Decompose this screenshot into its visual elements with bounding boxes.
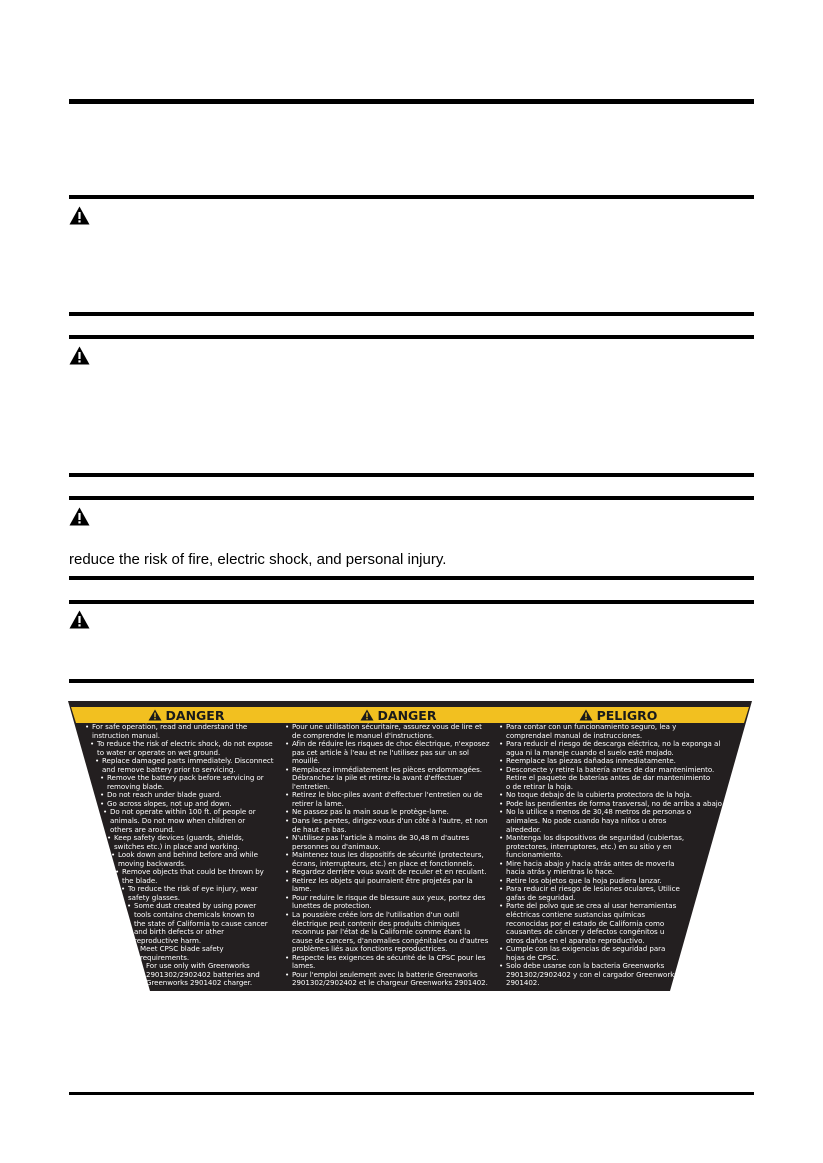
section-rule xyxy=(69,473,754,477)
footer-rule xyxy=(69,1092,754,1095)
label-bullet-item: • No la utilice a menos de 30,48 metros de personas o animales. No pode cuando haya niños u otros alrededor. xyxy=(498,808,728,834)
label-bullet-item: • Do not reach under blade guard. xyxy=(99,791,289,800)
label-bullet-item: • To reduce the risk of electric shock, do not expose to water or operate on wet ground. xyxy=(89,740,289,757)
label-bullet-item: • Go across slopes, not up and down. xyxy=(99,800,289,809)
label-bullet-item: • For use only with Greenworks 2901302/2902402 batteries and Greenworks 2901402 charger. xyxy=(138,962,289,988)
peligro-header-spanish xyxy=(498,707,738,723)
danger-header-french xyxy=(298,707,498,723)
label-bullet-item: • Retirez les objets qui pourraient être projetés par la lame. xyxy=(284,877,494,894)
section-rule xyxy=(69,496,754,500)
warning-triangle-icon xyxy=(69,206,90,225)
section-rule xyxy=(69,679,754,683)
label-bullet-item: • Cumple con las exigencias de seguridad para hojas de CPSC. xyxy=(498,945,728,962)
label-column-spanish xyxy=(498,723,728,988)
label-bullet-item: • Replace damaged parts immediately. Disconnect and remove battery prior to servicing. xyxy=(94,757,289,774)
danger-heading: DANGER xyxy=(165,707,225,723)
shock-warning-text: reduce the risk of fire, electric shock, and personal injury. xyxy=(69,551,447,568)
label-bullet-item: • Afin de réduire les risques de choc électrique, n'exposez pas cet article à l'eau et ne l'utilisez pas sur un sol mouillé. xyxy=(284,740,494,766)
section-rule xyxy=(69,195,754,199)
label-bullet-item: • Look down and behind before and while moving backwards. xyxy=(110,851,289,868)
section-rule-top xyxy=(69,99,754,104)
section-rule xyxy=(69,576,754,580)
danger-header-english xyxy=(76,707,296,723)
label-bullet-item: • Keep safety devices (guards, shields, switches etc.) in place and working. xyxy=(106,834,289,851)
danger-heading: DANGER xyxy=(377,707,437,723)
label-bullet-item: • N'utilisez pas l'article à moins de 30,48 m d'autres personnes ou d'animaux. xyxy=(284,834,494,851)
section-rule xyxy=(69,312,754,316)
warning-triangle-icon xyxy=(579,709,593,721)
section-rule xyxy=(69,335,754,339)
label-bullet-item: • Pode las pendientes de forma trasversal, no de arriba a abajo. xyxy=(498,800,728,809)
label-bullet-item: • Desconecte y retire la batería antes de dar mantenimiento. Retire el paquete de baterías antes de dar mantenimiento o de retirar la hoja. xyxy=(498,766,728,792)
label-bullet-item: • To reduce the risk of eye injury, wear safety glasses. xyxy=(120,885,289,902)
label-bullet-item: • Para reducir el riesgo de lesiones oculares, Utilice gafas de seguridad. xyxy=(498,885,728,902)
label-bullet-item: • Regardez derrière vous avant de reculer et en reculant. xyxy=(284,868,494,877)
label-column-french xyxy=(284,723,494,988)
peligro-heading: PELIGRO xyxy=(596,707,658,723)
label-bullet-item: • Maintenez tous les dispositifs de sécurité (protecteurs, écrans, interrupteurs, etc.) en place et fonctionnels. xyxy=(284,851,494,868)
label-bullet-item: • Some dust created by using power tools contains chemicals known to the state of California to cause cancer and birth defects or other reproductive harm. xyxy=(126,902,289,945)
label-bullet-item: • No toque debajo de la cubierta protectora de la hoja. xyxy=(498,791,728,800)
warning-triangle-icon xyxy=(148,709,162,721)
warning-triangle-icon xyxy=(360,709,374,721)
label-bullet-item: • Ne passez pas la main sous le protège-lame. xyxy=(284,808,494,817)
label-bullet-item: • Reemplace las piezas dañadas inmediatamente. xyxy=(498,757,728,766)
label-bullet-item: • Para reducir el riesgo de descarga eléctrica, no la exponga al agua ni la maneje cuando el suelo esté mojado. xyxy=(498,740,728,757)
label-bullet-item: • Mire hacia abajo y hacia atrás antes de moverla hacia atrás y mientras lo hace. xyxy=(498,860,728,877)
label-bullet-item: • Retirez le bloc-piles avant d'effectuer l'entretien ou de retirer la lame. xyxy=(284,791,494,808)
label-bullet-item: • Respecte les exigences de sécurité de la CPSC pour les lames. xyxy=(284,954,494,971)
label-bullet-item: • Pour une utilisation sécuritaire, assurez vous de lire et de comprendre le manuel d'instructions. xyxy=(284,723,494,740)
label-bullet-item: • La poussière créée lors de l'utilisation d'un outil électrique peut contenir des produits chimiques reconnus par l'état de la Californie comme étant la cause de cancers, d'anomalies congénitales ou d'autres problèmes liés aux fonctions reproductrices. xyxy=(284,911,494,954)
warning-triangle-icon xyxy=(69,507,90,526)
warning-triangle-icon xyxy=(69,610,90,629)
label-bullet-item: • Remove objects that could be thrown by the blade. xyxy=(114,868,289,885)
label-bullet-item: • Meet CPSC blade safety requirements. xyxy=(132,945,289,962)
label-bullet-item: • Remove the battery pack before servicing or removing blade. xyxy=(99,774,289,791)
label-bullet-item: • For safe operation, read and understand the instruction manual. xyxy=(84,723,289,740)
label-bullet-item: • Mantenga los dispositivos de seguridad (cubiertas, protectores, interruptores, etc.) en su sitio y en funcionamiento. xyxy=(498,834,728,860)
label-bullet-item: • Pour reduire le risque de blessure aux yeux, portez des lunettes de protection. xyxy=(284,894,494,911)
warning-label xyxy=(68,701,752,991)
label-bullet-item: • Remplacez immédiatement les pièces endommagées. Débranchez la pile et retirez-la avant d'effectuer l'entretien. xyxy=(284,766,494,792)
section-rule xyxy=(69,600,754,604)
label-bullet-item: • Parte del polvo que se crea al usar herramientas eléctricas contiene sustancias químicas reconocidas por el estado de California como causantes de cáncer y defectos congénitos u otros daños en el aparato reproductivo. xyxy=(498,902,728,945)
label-bullet-item: • Para contar con un funcionamiento seguro, lea y comprendael manual de instrucciones. xyxy=(498,723,728,740)
label-bullet-item: • Retire los objetos que la hoja pudiera lanzar. xyxy=(498,877,728,886)
label-bullet-item: • Solo debe usarse con la bacteria Greenworks 2901302/2902402 y con el cargador Greenworks 2901402. xyxy=(498,962,728,988)
label-bullet-item: • Pour l'emploi seulement avec la batterie Greenworks 2901302/2902402 et le chargeur Greenworks 2901402. xyxy=(284,971,494,988)
label-bullet-item: • Dans les pentes, dirigez-vous d'un côté à l'autre, et non de haut en bas. xyxy=(284,817,494,834)
warning-triangle-icon xyxy=(69,346,90,365)
label-column-english xyxy=(84,723,289,988)
label-bullet-item: • Do not operate within 100 ft. of people or animals. Do not mow when children or others are around. xyxy=(102,808,289,834)
